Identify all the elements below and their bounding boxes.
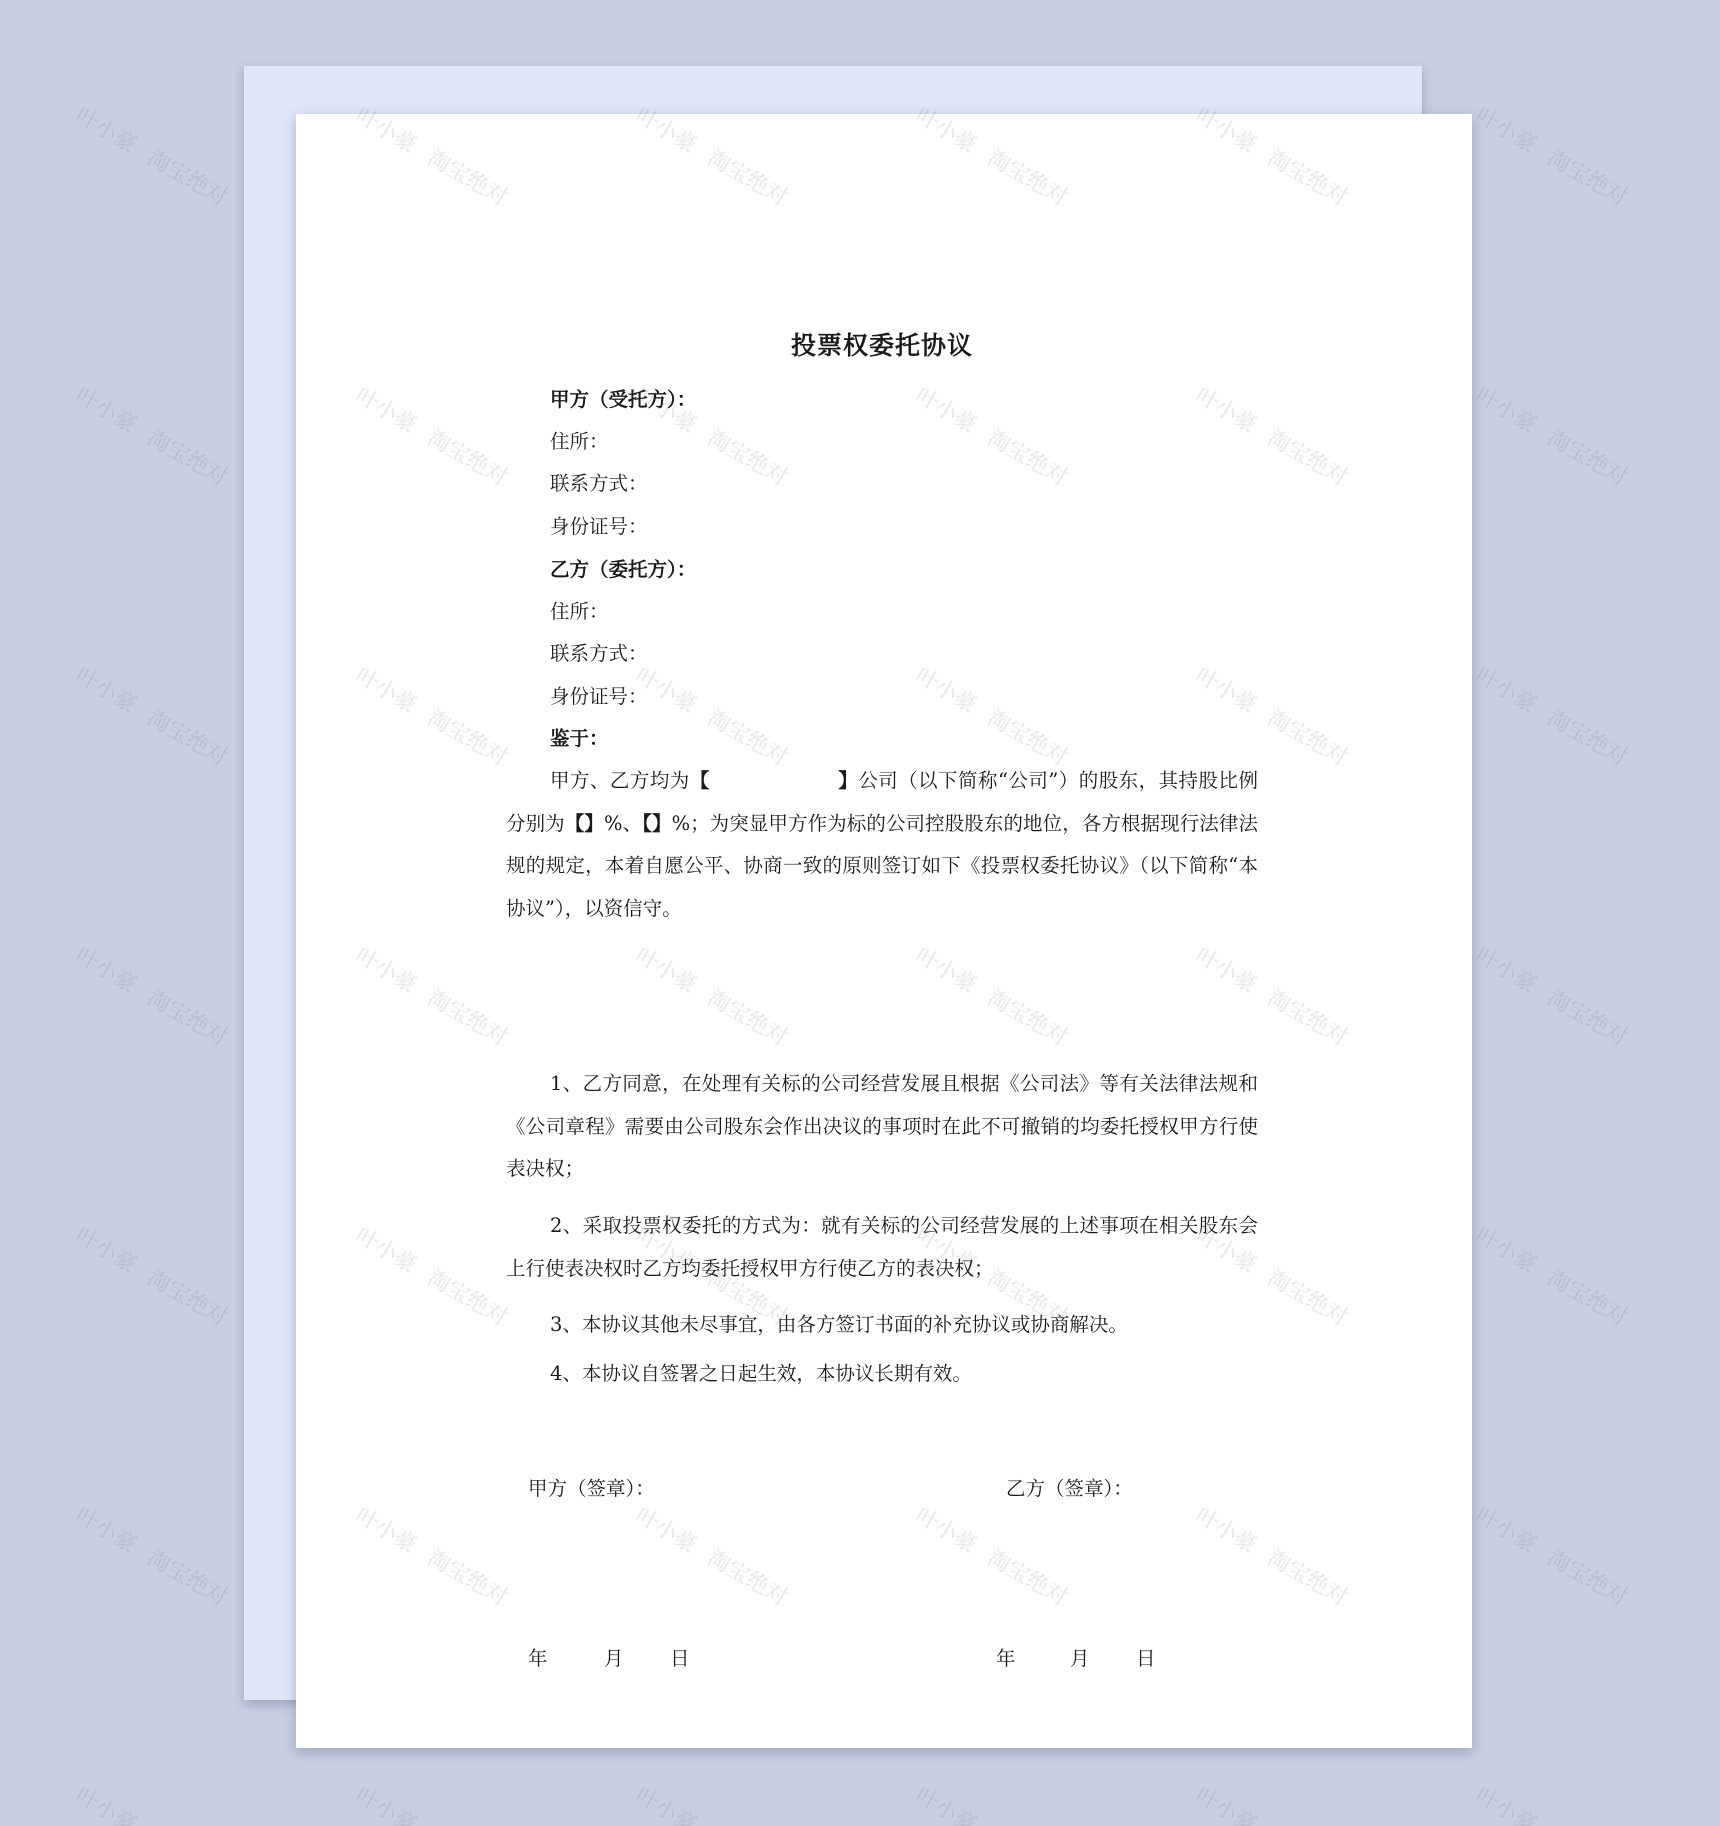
- document-page: [296, 114, 1472, 1748]
- intro-part-2: 公司（以下简称“公司”）的股东，其持股比例分别为: [506, 769, 1258, 835]
- party-b-heading: 乙方（委托方）：: [550, 558, 697, 581]
- company-bracket-close: 】: [837, 769, 859, 792]
- document-title: 投票权委托协议: [790, 331, 973, 360]
- company-bracket-open: 【: [689, 769, 710, 792]
- party-a-date-day: 日: [670, 1647, 690, 1670]
- party-b-date-month: 月: [1070, 1647, 1090, 1670]
- whereas-label: 鉴于：: [550, 727, 609, 750]
- party-a-date-year: 年: [528, 1647, 548, 1670]
- clause-2: 2、采取投票权委托的方式为：就有关标的公司经营发展的上述事项在相关股东会上行使表决权时乙方均委托授权甲方行使乙方的表决权；: [506, 1214, 1258, 1280]
- party-b-signature-label: 乙方（签章）：: [1006, 1477, 1133, 1500]
- party-a-heading: 甲方（受托方）：: [550, 388, 697, 411]
- document-content: [506, 114, 1258, 1748]
- intro-part-3: %；为突显甲方作为标的公司控股股东的地位，各方根据现行法律法规的规定，本着自愿公平、协商一致的原则签订如下《投票权委托协议》（以下简称“本协议”），以资信守。: [506, 811, 1258, 920]
- party-b-id-label: 身份证号：: [550, 685, 648, 708]
- party-b-contact-label: 联系方式：: [550, 642, 648, 665]
- party-b-date-year: 年: [996, 1647, 1016, 1670]
- party-a-address-label: 住所：: [550, 430, 609, 453]
- party-a-id-label: 身份证号：: [550, 515, 648, 538]
- clause-3: 3、本协议其他未尽事宜，由各方签订书面的补充协议或协商解决。: [550, 1313, 1128, 1336]
- ratio-separator: %、: [603, 811, 643, 835]
- ratio-blank-a: 【】: [564, 811, 604, 835]
- intro-part-1: 甲方、乙方均为: [550, 769, 690, 792]
- clause-1: 1、乙方同意，在处理有关标的公司经营发展且根据《公司法》等有关法律法规和《公司章程》需要由公司股东会作出决议的事项时在此不可撤销的均委托授权甲方行使表决权；: [506, 1072, 1258, 1180]
- party-b-date-day: 日: [1136, 1647, 1156, 1670]
- party-a-date-month: 月: [604, 1647, 624, 1670]
- intro-paragraph: [506, 760, 1258, 930]
- clause-4: 4、本协议自签署之日起生效，本协议长期有效。: [550, 1362, 972, 1385]
- ratio-blank-b: 【】: [642, 811, 672, 835]
- party-a-contact-label: 联系方式：: [550, 472, 648, 495]
- party-a-signature-label: 甲方（签章）：: [528, 1477, 655, 1500]
- party-b-address-label: 住所：: [550, 600, 609, 623]
